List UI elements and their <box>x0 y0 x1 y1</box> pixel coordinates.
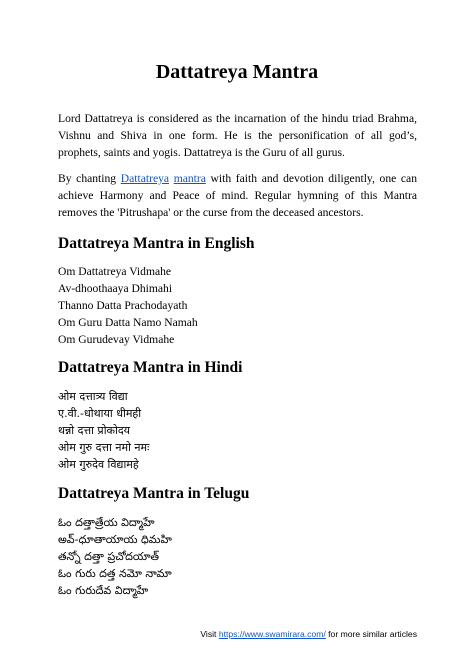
dattatreya-link[interactable]: Dattatreya <box>120 172 170 185</box>
mantra-line: ఓం దత్తాత్రేయ విద్మాహే <box>58 516 155 529</box>
mantra-line: ओम गुरु दत्ता नमो नमः <box>58 441 150 454</box>
telugu-mantra-lines <box>58 514 418 599</box>
mantra-line: ए.वी.-धोथाया धीमही <box>58 407 142 420</box>
page-title: Dattatreya Mantra <box>155 61 319 83</box>
mantra-line: ఓం గురు దత్త నమో నామా <box>58 567 172 580</box>
intro-paragraph: Lord Dattatreya is considered as the incarnation of the hindu triad Brahma, Vishnu and Shiva in one form. He is the personification of all god’s, prophets, saints and yogis. Dattatreya is the Guru of all gurus. <box>58 112 417 159</box>
mantra-line: Av-dhoothaaya Dhimahi <box>58 282 173 295</box>
mantra-line: ఓం గురుదేవ విద్మాహే <box>58 584 149 597</box>
english-section-heading: Dattatreya Mantra in English <box>58 235 255 252</box>
mantra-link[interactable]: mantra <box>173 172 206 185</box>
hindi-mantra-lines <box>58 388 418 473</box>
footer-note <box>200 628 417 640</box>
telugu-section-heading: Dattatreya Mantra in Telugu <box>58 485 250 502</box>
english-mantra-lines <box>58 263 418 348</box>
chanting-paragraph-prefix: By chanting <box>58 172 121 185</box>
mantra-line: ओम गुरुदेव विद्यामहे <box>58 458 139 471</box>
chanting-paragraph <box>58 170 417 221</box>
footer-suffix: for more similar articles <box>325 629 417 639</box>
chanting-paragraph-suffix: with faith and devotion diligently, one can achieve Harmony and Peace of mind. Regular hymning of this Mantra removes the 'Pitrushapa' or the curse from the deceased ancestors. <box>58 172 418 219</box>
mantra-line: ओम दत्तात्र्य विद्या <box>58 390 128 403</box>
mantra-line: Om Guru Datta Namo Namah <box>58 316 198 329</box>
mantra-line: Om Gurudevay Vidmahe <box>58 333 175 346</box>
mantra-line: थन्नो दत्ता प्रोकोदय <box>58 424 131 437</box>
mantra-line: Om Dattatreya Vidmahe <box>58 265 172 278</box>
mantra-line: తన్నో దత్తా ప్రచోదయాత్ <box>58 550 160 563</box>
hindi-section-heading: Dattatreya Mantra in Hindi <box>58 359 243 376</box>
mantra-line: అవ్-ధూతాయాయ ధిమహి <box>58 533 172 546</box>
footer-prefix: Visit <box>200 629 219 639</box>
footer-link[interactable]: https://www.swamirara.com/ <box>218 629 326 639</box>
mantra-line: Thanno Datta Prachodayath <box>58 299 188 312</box>
